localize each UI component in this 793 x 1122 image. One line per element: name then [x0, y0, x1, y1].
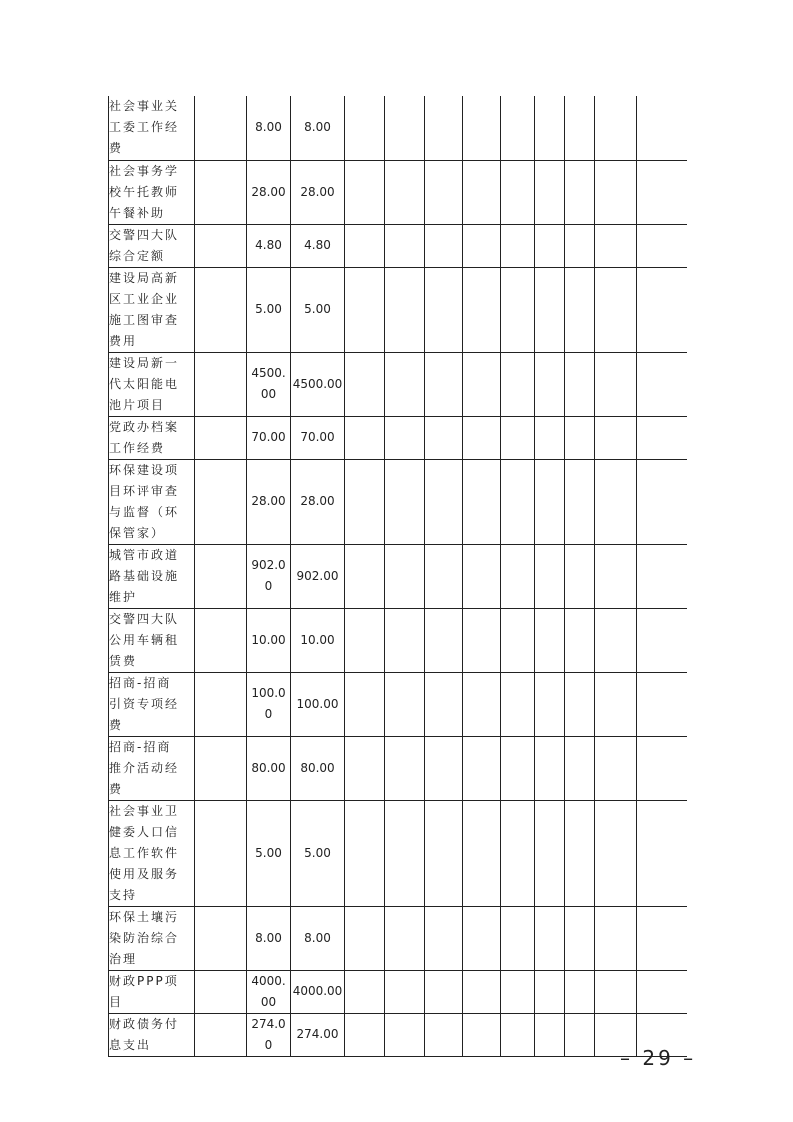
empty-cell	[501, 672, 535, 736]
item-name-cell	[109, 224, 195, 267]
empty-cell	[565, 267, 595, 352]
empty-cell	[565, 608, 595, 672]
amount-value: 28.00	[251, 184, 286, 199]
empty-cell	[595, 160, 637, 224]
empty-cell	[385, 736, 425, 800]
empty-cell	[565, 1013, 595, 1056]
amount-cell	[247, 672, 291, 736]
item-name: 建设局新一代太阳能电池片项目	[109, 355, 180, 412]
item-name: 环保土壤污染防治综合治理	[109, 909, 180, 966]
item-name: 社会事务学校午托教师午餐补助	[109, 163, 180, 220]
amount-cell	[247, 608, 291, 672]
budget-table	[108, 96, 687, 1057]
empty-cell	[345, 416, 385, 459]
empty-cell	[345, 906, 385, 970]
empty-cell	[385, 267, 425, 352]
empty-cell	[565, 459, 595, 544]
amount-value: 4000.00	[251, 973, 286, 1009]
empty-cell	[637, 608, 687, 672]
empty-cell	[345, 608, 385, 672]
empty-cell	[501, 416, 535, 459]
table-row	[109, 970, 687, 1013]
empty-cell	[463, 352, 501, 416]
item-name-cell	[109, 906, 195, 970]
empty-cell	[345, 970, 385, 1013]
amount-cell	[247, 970, 291, 1013]
subtotal-cell	[291, 736, 345, 800]
empty-cell	[463, 1013, 501, 1056]
empty-cell	[345, 544, 385, 608]
empty-cell	[195, 906, 247, 970]
empty-cell	[501, 736, 535, 800]
empty-cell	[595, 459, 637, 544]
empty-cell	[595, 970, 637, 1013]
empty-cell	[385, 459, 425, 544]
amount-cell	[247, 96, 291, 160]
subtotal-value: 80.00	[300, 760, 335, 775]
table-row	[109, 608, 687, 672]
empty-cell	[565, 96, 595, 160]
item-name: 财政债务付息支出	[109, 1016, 180, 1052]
empty-cell	[637, 224, 687, 267]
item-name-cell	[109, 608, 195, 672]
table-row	[109, 1013, 687, 1056]
empty-cell	[637, 970, 687, 1013]
empty-cell	[565, 224, 595, 267]
empty-cell	[425, 672, 463, 736]
empty-cell	[425, 160, 463, 224]
empty-cell	[565, 352, 595, 416]
empty-cell	[195, 970, 247, 1013]
subtotal-cell	[291, 1013, 345, 1056]
subtotal-cell	[291, 906, 345, 970]
amount-cell	[247, 459, 291, 544]
empty-cell	[501, 267, 535, 352]
amount-cell	[247, 267, 291, 352]
empty-cell	[565, 416, 595, 459]
subtotal-cell	[291, 608, 345, 672]
empty-cell	[595, 224, 637, 267]
empty-cell	[637, 544, 687, 608]
amount-value: 8.00	[255, 120, 282, 135]
empty-cell	[385, 608, 425, 672]
table-row	[109, 672, 687, 736]
empty-cell	[425, 1013, 463, 1056]
amount-value: 5.00	[255, 302, 282, 316]
empty-cell	[345, 800, 385, 906]
table-row	[109, 96, 687, 160]
amount-value: 100.00	[251, 686, 286, 721]
empty-cell	[595, 96, 637, 160]
empty-cell	[195, 160, 247, 224]
subtotal-cell	[291, 970, 345, 1013]
table-row	[109, 267, 687, 352]
empty-cell	[501, 544, 535, 608]
empty-cell	[501, 160, 535, 224]
empty-cell	[637, 672, 687, 736]
table-row	[109, 906, 687, 970]
item-name: 建设局高新区工业企业施工图审查费用	[109, 270, 180, 348]
item-name: 社会事业关工委工作经费	[109, 99, 180, 156]
empty-cell	[425, 736, 463, 800]
empty-cell	[385, 672, 425, 736]
empty-cell	[535, 160, 565, 224]
empty-cell	[565, 906, 595, 970]
empty-cell	[463, 736, 501, 800]
amount-cell	[247, 736, 291, 800]
empty-cell	[535, 970, 565, 1013]
empty-cell	[463, 970, 501, 1013]
empty-cell	[345, 160, 385, 224]
amount-cell	[247, 800, 291, 906]
item-name: 党政办档案工作经费	[109, 419, 180, 455]
item-name-cell	[109, 1013, 195, 1056]
empty-cell	[535, 544, 565, 608]
amount-cell	[247, 1013, 291, 1056]
subtotal-cell	[291, 224, 345, 267]
empty-cell	[345, 96, 385, 160]
empty-cell	[595, 736, 637, 800]
subtotal-value: 5.00	[304, 845, 331, 860]
item-name-cell	[109, 970, 195, 1013]
item-name-cell	[109, 459, 195, 544]
item-name: 交警四大队综合定额	[109, 227, 180, 263]
subtotal-value: 902.00	[296, 568, 339, 583]
empty-cell	[463, 459, 501, 544]
empty-cell	[565, 800, 595, 906]
empty-cell	[425, 416, 463, 459]
empty-cell	[385, 224, 425, 267]
subtotal-cell	[291, 416, 345, 459]
empty-cell	[385, 906, 425, 970]
amount-value: 4500.00	[251, 366, 286, 401]
table-row	[109, 459, 687, 544]
item-name-cell	[109, 800, 195, 906]
empty-cell	[385, 970, 425, 1013]
amount-value: 8.00	[255, 930, 282, 945]
amount-value: 4.80	[255, 238, 282, 252]
subtotal-value: 4000.00	[292, 984, 343, 998]
empty-cell	[385, 96, 425, 160]
empty-cell	[535, 96, 565, 160]
empty-cell	[535, 800, 565, 906]
table-row	[109, 352, 687, 416]
table-row	[109, 160, 687, 224]
empty-cell	[463, 608, 501, 672]
empty-cell	[463, 544, 501, 608]
empty-cell	[565, 970, 595, 1013]
empty-cell	[463, 416, 501, 459]
budget-table-body	[109, 96, 687, 1056]
item-name: 招商-招商推介活动经费	[109, 739, 180, 796]
item-name-cell	[109, 736, 195, 800]
empty-cell	[385, 800, 425, 906]
item-name: 财政PPP项目	[109, 973, 179, 1009]
amount-cell	[247, 160, 291, 224]
subtotal-cell	[291, 352, 345, 416]
item-name: 招商-招商引资专项经费	[109, 675, 180, 732]
amount-cell	[247, 906, 291, 970]
empty-cell	[195, 736, 247, 800]
empty-cell	[463, 224, 501, 267]
empty-cell	[345, 1013, 385, 1056]
item-name-cell	[109, 544, 195, 608]
empty-cell	[637, 96, 687, 160]
empty-cell	[195, 459, 247, 544]
subtotal-cell	[291, 267, 345, 352]
empty-cell	[385, 160, 425, 224]
subtotal-value: 28.00	[300, 184, 335, 199]
empty-cell	[501, 608, 535, 672]
empty-cell	[463, 672, 501, 736]
empty-cell	[425, 267, 463, 352]
empty-cell	[501, 1013, 535, 1056]
empty-cell	[345, 267, 385, 352]
table-row	[109, 416, 687, 459]
empty-cell	[425, 800, 463, 906]
amount-value: 70.00	[251, 430, 286, 444]
empty-cell	[637, 352, 687, 416]
page-number: – 29 –	[620, 1046, 697, 1070]
item-name-cell	[109, 160, 195, 224]
empty-cell	[463, 267, 501, 352]
amount-cell	[247, 352, 291, 416]
empty-cell	[195, 672, 247, 736]
empty-cell	[595, 267, 637, 352]
empty-cell	[345, 224, 385, 267]
empty-cell	[501, 352, 535, 416]
item-name: 城管市政道路基础设施维护	[109, 547, 180, 604]
subtotal-value: 70.00	[300, 430, 335, 444]
amount-value: 28.00	[251, 494, 286, 508]
subtotal-cell	[291, 96, 345, 160]
item-name-cell	[109, 672, 195, 736]
empty-cell	[345, 736, 385, 800]
empty-cell	[637, 736, 687, 800]
empty-cell	[595, 906, 637, 970]
empty-cell	[195, 800, 247, 906]
empty-cell	[501, 800, 535, 906]
empty-cell	[535, 736, 565, 800]
empty-cell	[637, 416, 687, 459]
empty-cell	[637, 459, 687, 544]
empty-cell	[565, 672, 595, 736]
empty-cell	[595, 416, 637, 459]
empty-cell	[501, 96, 535, 160]
empty-cell	[425, 224, 463, 267]
empty-cell	[595, 608, 637, 672]
amount-value: 5.00	[255, 845, 282, 860]
empty-cell	[595, 672, 637, 736]
amount-value: 274.00	[251, 1016, 286, 1052]
empty-cell	[195, 224, 247, 267]
empty-cell	[425, 608, 463, 672]
empty-cell	[385, 544, 425, 608]
table-row	[109, 224, 687, 267]
empty-cell	[535, 672, 565, 736]
empty-cell	[385, 1013, 425, 1056]
item-name-cell	[109, 352, 195, 416]
empty-cell	[565, 736, 595, 800]
subtotal-value: 8.00	[304, 930, 331, 945]
empty-cell	[195, 1013, 247, 1056]
empty-cell	[595, 352, 637, 416]
empty-cell	[345, 352, 385, 416]
item-name: 环保建设项目环评审查与监督（环保管家）	[109, 462, 180, 540]
empty-cell	[195, 544, 247, 608]
item-name-cell	[109, 416, 195, 459]
empty-cell	[425, 544, 463, 608]
subtotal-value: 5.00	[304, 302, 331, 316]
subtotal-value: 8.00	[304, 120, 331, 135]
amount-cell	[247, 224, 291, 267]
empty-cell	[463, 160, 501, 224]
empty-cell	[425, 970, 463, 1013]
empty-cell	[345, 672, 385, 736]
empty-cell	[501, 224, 535, 267]
subtotal-cell	[291, 160, 345, 224]
empty-cell	[501, 970, 535, 1013]
subtotal-value: 4500.00	[292, 376, 343, 391]
subtotal-cell	[291, 459, 345, 544]
empty-cell	[425, 459, 463, 544]
table-row	[109, 544, 687, 608]
empty-cell	[565, 160, 595, 224]
empty-cell	[535, 906, 565, 970]
empty-cell	[463, 906, 501, 970]
subtotal-cell	[291, 544, 345, 608]
empty-cell	[637, 267, 687, 352]
empty-cell	[195, 267, 247, 352]
empty-cell	[535, 608, 565, 672]
amount-cell	[247, 544, 291, 608]
empty-cell	[595, 544, 637, 608]
table-row	[109, 800, 687, 906]
empty-cell	[463, 96, 501, 160]
empty-cell	[535, 459, 565, 544]
item-name-cell	[109, 267, 195, 352]
amount-value: 10.00	[251, 632, 286, 647]
empty-cell	[535, 1013, 565, 1056]
subtotal-value: 274.00	[296, 1027, 339, 1041]
amount-value: 80.00	[251, 760, 286, 775]
subtotal-value: 28.00	[300, 494, 335, 508]
empty-cell	[195, 416, 247, 459]
item-name-cell	[109, 96, 195, 160]
amount-cell	[247, 416, 291, 459]
subtotal-cell	[291, 800, 345, 906]
empty-cell	[463, 800, 501, 906]
empty-cell	[565, 544, 595, 608]
item-name: 社会事业卫健委人口信息工作软件使用及服务支持	[109, 803, 180, 902]
empty-cell	[195, 96, 247, 160]
subtotal-value: 10.00	[300, 632, 335, 647]
subtotal-value: 100.00	[296, 696, 339, 711]
subtotal-value: 4.80	[304, 238, 331, 252]
empty-cell	[501, 906, 535, 970]
empty-cell	[637, 906, 687, 970]
empty-cell	[535, 416, 565, 459]
empty-cell	[425, 352, 463, 416]
empty-cell	[425, 906, 463, 970]
empty-cell	[345, 459, 385, 544]
amount-value: 902.00	[251, 558, 286, 593]
empty-cell	[425, 96, 463, 160]
empty-cell	[535, 267, 565, 352]
empty-cell	[637, 160, 687, 224]
empty-cell	[385, 352, 425, 416]
empty-cell	[637, 800, 687, 906]
subtotal-cell	[291, 672, 345, 736]
table-row	[109, 736, 687, 800]
item-name: 交警四大队公用车辆租赁费	[109, 611, 180, 668]
empty-cell	[385, 416, 425, 459]
empty-cell	[535, 224, 565, 267]
empty-cell	[195, 608, 247, 672]
empty-cell	[501, 459, 535, 544]
empty-cell	[535, 352, 565, 416]
empty-cell	[195, 352, 247, 416]
empty-cell	[595, 800, 637, 906]
